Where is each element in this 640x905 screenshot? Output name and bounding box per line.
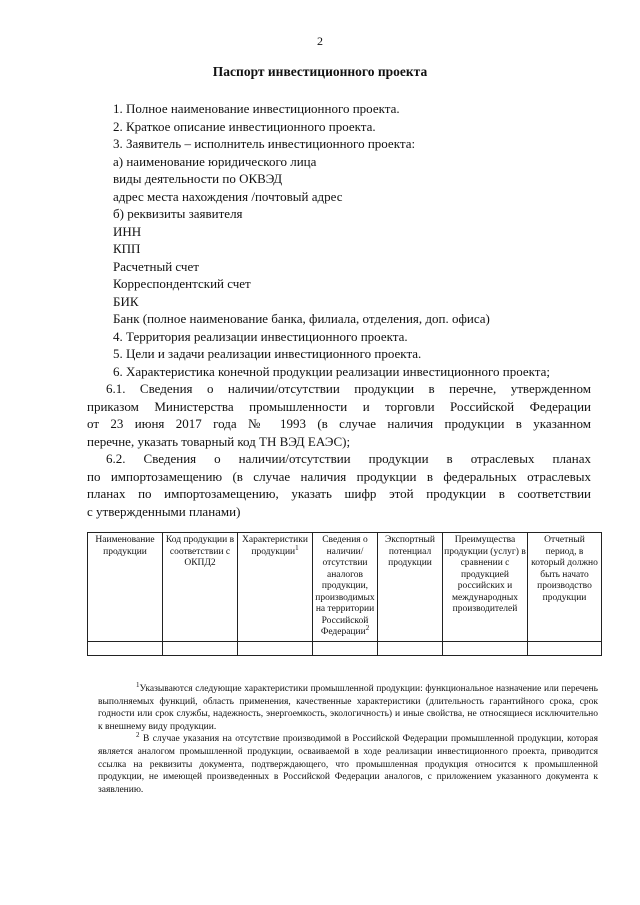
p62-line-4: с утвержденными планами): [87, 503, 241, 519]
product-table: [87, 532, 602, 656]
footnote-1: $^1$Указываются следующие характеристики промышленной продукции: функциональное назначение или перечень выполняемых функций, область применения, качественные характеристики (длительность гарантийного срока, срок годности или срок службы, надежность, энергоемкость, экологичность) и иные свойства, не относящиеся исключительно к внешнему виду продукции.: [98, 680, 598, 732]
paragraph-6-1: [87, 380, 591, 450]
col-analogs: Сведения о наличии/ отсутствии аналогов продукции, производимых на территории Российской Федерации$^2$: [313, 533, 378, 642]
table-header-row: [88, 533, 602, 642]
p61-line-2: приказом Министерства промышленности и торговли Российской Федерации: [87, 398, 591, 414]
item-4: 4. Территория реализации инвестиционного проекта.: [113, 328, 408, 344]
col-okpd2-code: Код продукции в соответствии с ОКПД2: [163, 533, 238, 642]
footnote-2: $^2$ В случае указания на отсутствие производимой в Российской Федерации промышленной продукции, которая является аналогом промышленной продукции, осваиваемой в ходе реализации инвестиционного проекта, приводится ссылка на реквизиты документа, подтверждающего, что промышленная продукция относится к промышленной продукции, не имеющей произведенных в Российской Федерации аналогов, с приложением указанного документа к заявлению.: [98, 731, 599, 795]
paragraph-6-2: [87, 450, 591, 520]
item-5: 5. Цели и задачи реализации инвестиционного проекта.: [113, 346, 422, 361]
p62-line-1: 6.2. Сведения о наличии/отсутствии продукции в отраслевых планах: [106, 451, 591, 466]
p62-line-3: планах по импортозамещению, указать шифр этой продукции в соответствии: [87, 486, 591, 501]
item-1: 1. Полное наименование инвестиционного проекта.: [113, 101, 400, 116]
p61-line-4: перечне, указать товарный код ТН ВЭД ЕАЭС);: [87, 433, 351, 449]
footnote-mark-1: 1: [295, 543, 299, 552]
item-kpp: КПП: [113, 241, 141, 256]
item-corr-account: Корреспондентский счет: [113, 276, 251, 291]
item-3a: а) наименование юридического лица: [113, 153, 317, 169]
item-address: адрес места нахождения /почтовый адрес: [113, 188, 343, 204]
table-row: [88, 641, 602, 655]
item-bank: Банк (полное наименование банка, филиала, отделения, доп. офиса): [113, 311, 490, 326]
p61-line-1: 6.1. Сведения о наличии/отсутствии продукции в перечне, утвержденном: [106, 381, 591, 396]
passport-items: [87, 100, 591, 520]
col-product-name: Наименование продукции: [88, 533, 163, 642]
col-advantages: Преимущества продукции (услуг) в сравнении с продукцией российских и международных производителей: [443, 533, 528, 642]
p62-line-2: по импортозамещению (в случае наличия продукции в федеральных отраслевых: [87, 468, 591, 484]
col-export-potential: Экспортный потенциал продукции: [378, 533, 443, 642]
footnotes: [98, 680, 599, 796]
page-number: 2: [317, 34, 323, 48]
item-3b: б) реквизиты заявителя: [113, 206, 243, 221]
footnote-mark-2: 2: [365, 623, 370, 632]
p61-line-3: от 23 июня 2017 года № 1993 (в случае наличия продукции в указанном: [87, 416, 591, 431]
col-reporting-period: Отчетный период, в который должно быть начато производство продукции: [528, 533, 602, 642]
item-6: 6. Характеристика конечной продукции реализации инвестиционного проекта;: [113, 363, 551, 379]
col-characteristics: Характеристики продукции$^1$: [238, 533, 313, 642]
item-inn: ИНН: [113, 223, 142, 239]
item-2: 2. Краткое описание инвестиционного проекта.: [113, 118, 376, 134]
item-3: 3. Заявитель – исполнитель инвестиционного проекта:: [113, 136, 416, 151]
document-title: Паспорт инвестиционного проекта: [212, 64, 428, 79]
item-okved: виды деятельности по ОКВЭД: [113, 171, 283, 186]
item-bik: БИК: [113, 293, 139, 309]
item-account: Расчетный счет: [113, 258, 199, 274]
